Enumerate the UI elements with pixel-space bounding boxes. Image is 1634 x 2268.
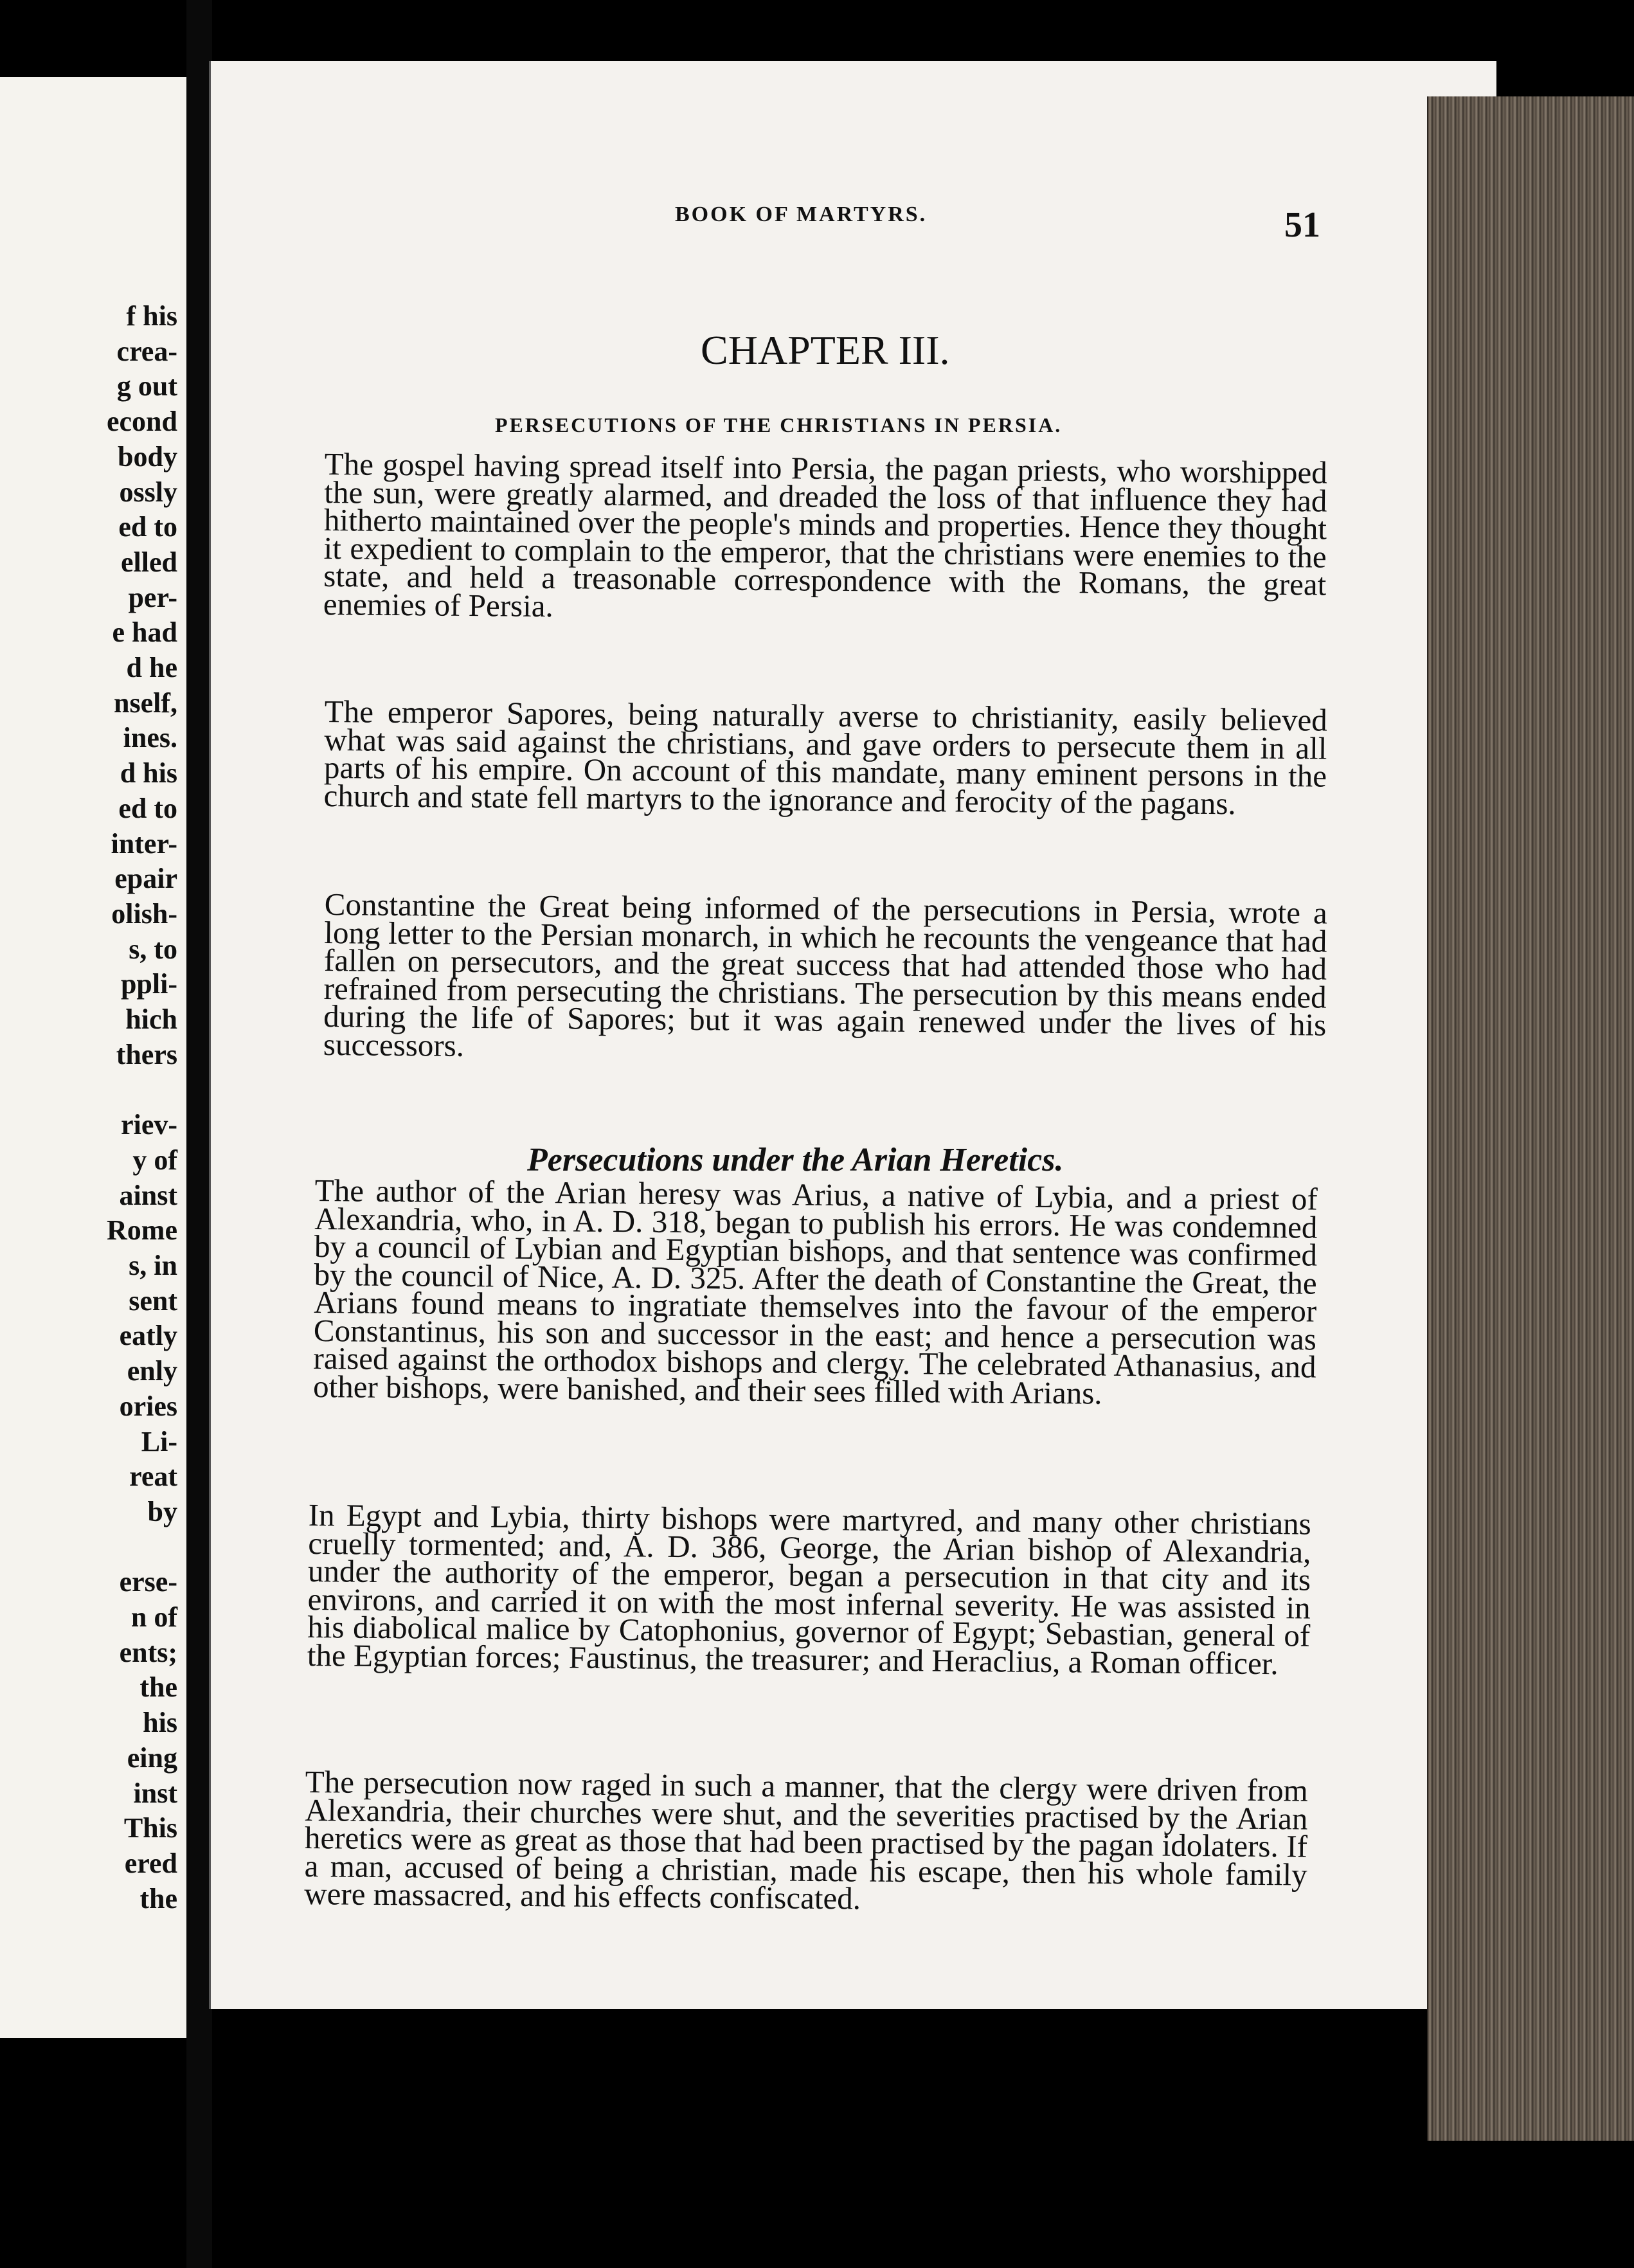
previous-page-line: epair [114, 863, 177, 895]
previous-page-line: inter- [111, 827, 177, 860]
previous-page-line: riev- [121, 1109, 177, 1141]
previous-page-line: ossly [119, 476, 177, 508]
previous-page-text [0, 299, 177, 1916]
previous-page-line: erse- [119, 1566, 177, 1598]
previous-page-line: y of [132, 1144, 177, 1176]
previous-page-line: f his [126, 300, 177, 332]
previous-page-line: s, in [129, 1249, 177, 1281]
paragraph: In Egypt and Lybia, thirty bishops were martyred, and many other christians cruelly tormented; and, A. D. 386, George, the Arian bishop of Alexandria, under the authority of the emperor, began a persecution in that city and its environs, and carried it on with the most infernal severity. He was assisted in his diabolical malice by Catophonius, governor of Egypt; Sebastian, general of the Egyptian forces; Faustinus, the treasurer; and Heraclius, a Roman officer. [307, 1497, 1311, 1681]
previous-page-line: s, to [129, 933, 177, 965]
page-edge [1427, 96, 1634, 2141]
book-gutter [186, 0, 212, 2268]
previous-page-line: elled [121, 546, 177, 578]
paragraph: The emperor Sapores, being naturally averse to christianity, easily believed what was said against the christians, and gave orders to persecute them in all parts of his empire. On account of this mandate, many eminent persons in the church and state fell martyrs to the ignorance and ferocity of the pagans. [323, 694, 1327, 821]
previous-page-line [0, 1530, 177, 1565]
chapter-title: CHAPTER III. [701, 327, 950, 373]
page-number: 51 [1284, 205, 1320, 245]
paragraph: Constantine the Great being informed of the persecutions in Persia, wrote a long letter to the Persian monarch, in which he recounts the vengeance that had fallen on persecutors, and the great success that had attended those who had refrained from persecuting the christians. The persecution by this means ended during the life of Sapores; but it was again renewed under the lives of his successors. [323, 887, 1327, 1063]
previous-page-line: e had [112, 616, 177, 649]
paragraph: The gospel having spread itself into Persia, the pagan priests, who worshipped the sun, were greatly alarmed, and dreaded the loss of that influence they had hitherto maintained over the people's minds and properties. Hence they thought it expedient to complain to the emperor, that the christians were enemies to the state, and held a treasonable correspondence with the Romans, the great enemies of Persia. [323, 446, 1327, 624]
previous-page-line: by [147, 1495, 177, 1527]
previous-page-line: his [143, 1707, 177, 1739]
previous-page-line: crea- [116, 335, 177, 367]
previous-page-line: thers [116, 1038, 177, 1070]
previous-page-line: n of [130, 1601, 177, 1634]
previous-page-line: nself, [114, 687, 177, 719]
previous-page-line: ed to [118, 792, 177, 824]
previous-page-line: the [139, 1671, 177, 1704]
previous-page-line: d he [126, 652, 177, 684]
previous-page-line: ents; [119, 1636, 177, 1668]
paragraph: The author of the Arian heresy was Arius, a native of Lybia, and a priest of Alexandria, who, in A. D. 318, began to publish his errors. He was condemned by a council of Lybian and Egyptian bishops, and that sentence was confirmed by the council of Nice, A. D. 325. After the death of Constantine the Great, the Arians found means to ingratiate themselves into the favour of the emperor Constantinus, his son and successor in the east; and hence a persecution was raised against the orthodox bishops and clergy. The celebrated Athanasius, and other bishops, were banished, and their sees filled with Arians. [312, 1173, 1318, 1411]
previous-page-line: reat [129, 1461, 177, 1493]
running-head: BOOK OF MARTYRS. [675, 203, 928, 226]
previous-page-line: inst [133, 1777, 177, 1809]
previous-page-line: Li- [141, 1425, 177, 1457]
subheading: Persecutions under the Arian Heretics. [527, 1142, 1064, 1178]
previous-page-line: olish- [111, 897, 177, 930]
previous-page-line: ered [124, 1847, 177, 1879]
previous-page-line: enly [127, 1355, 177, 1387]
previous-page-line: econd [107, 406, 177, 438]
previous-page-line [0, 1072, 177, 1108]
previous-page-line: Rome [107, 1214, 177, 1246]
previous-page-line: hich [125, 1004, 177, 1036]
previous-page-line: body [118, 440, 177, 473]
previous-page-line: ed to [118, 511, 177, 543]
previous-page-line: per- [128, 581, 177, 613]
previous-page-line: eing [127, 1742, 177, 1774]
paragraph: The persecution now raged in such a manner, that the clergy were driven from Alexandria, their churches were shut, and the severities practised by the Arian heretics were as great as those that had been practised by the pagan idolaters. If a man, accused of being a christian, made his escape, then his whole family were massacred, and his effects confiscated. [304, 1764, 1308, 1916]
previous-page-line: ainst [119, 1179, 177, 1211]
previous-page-line: This [123, 1812, 177, 1844]
previous-page-line: eatly [119, 1320, 177, 1352]
previous-page-line: ppli- [120, 968, 177, 1000]
previous-page-line: the [139, 1882, 177, 1914]
previous-page-line: ories [119, 1390, 177, 1422]
previous-page-line: ines. [123, 722, 177, 754]
previous-page-line: g out [116, 370, 177, 402]
previous-page-line: sent [129, 1284, 177, 1317]
previous-page-line: d his [120, 757, 177, 789]
section-heading: PERSECUTIONS OF THE CHRISTIANS IN PERSIA. [495, 413, 1063, 437]
previous-page [0, 77, 189, 2038]
